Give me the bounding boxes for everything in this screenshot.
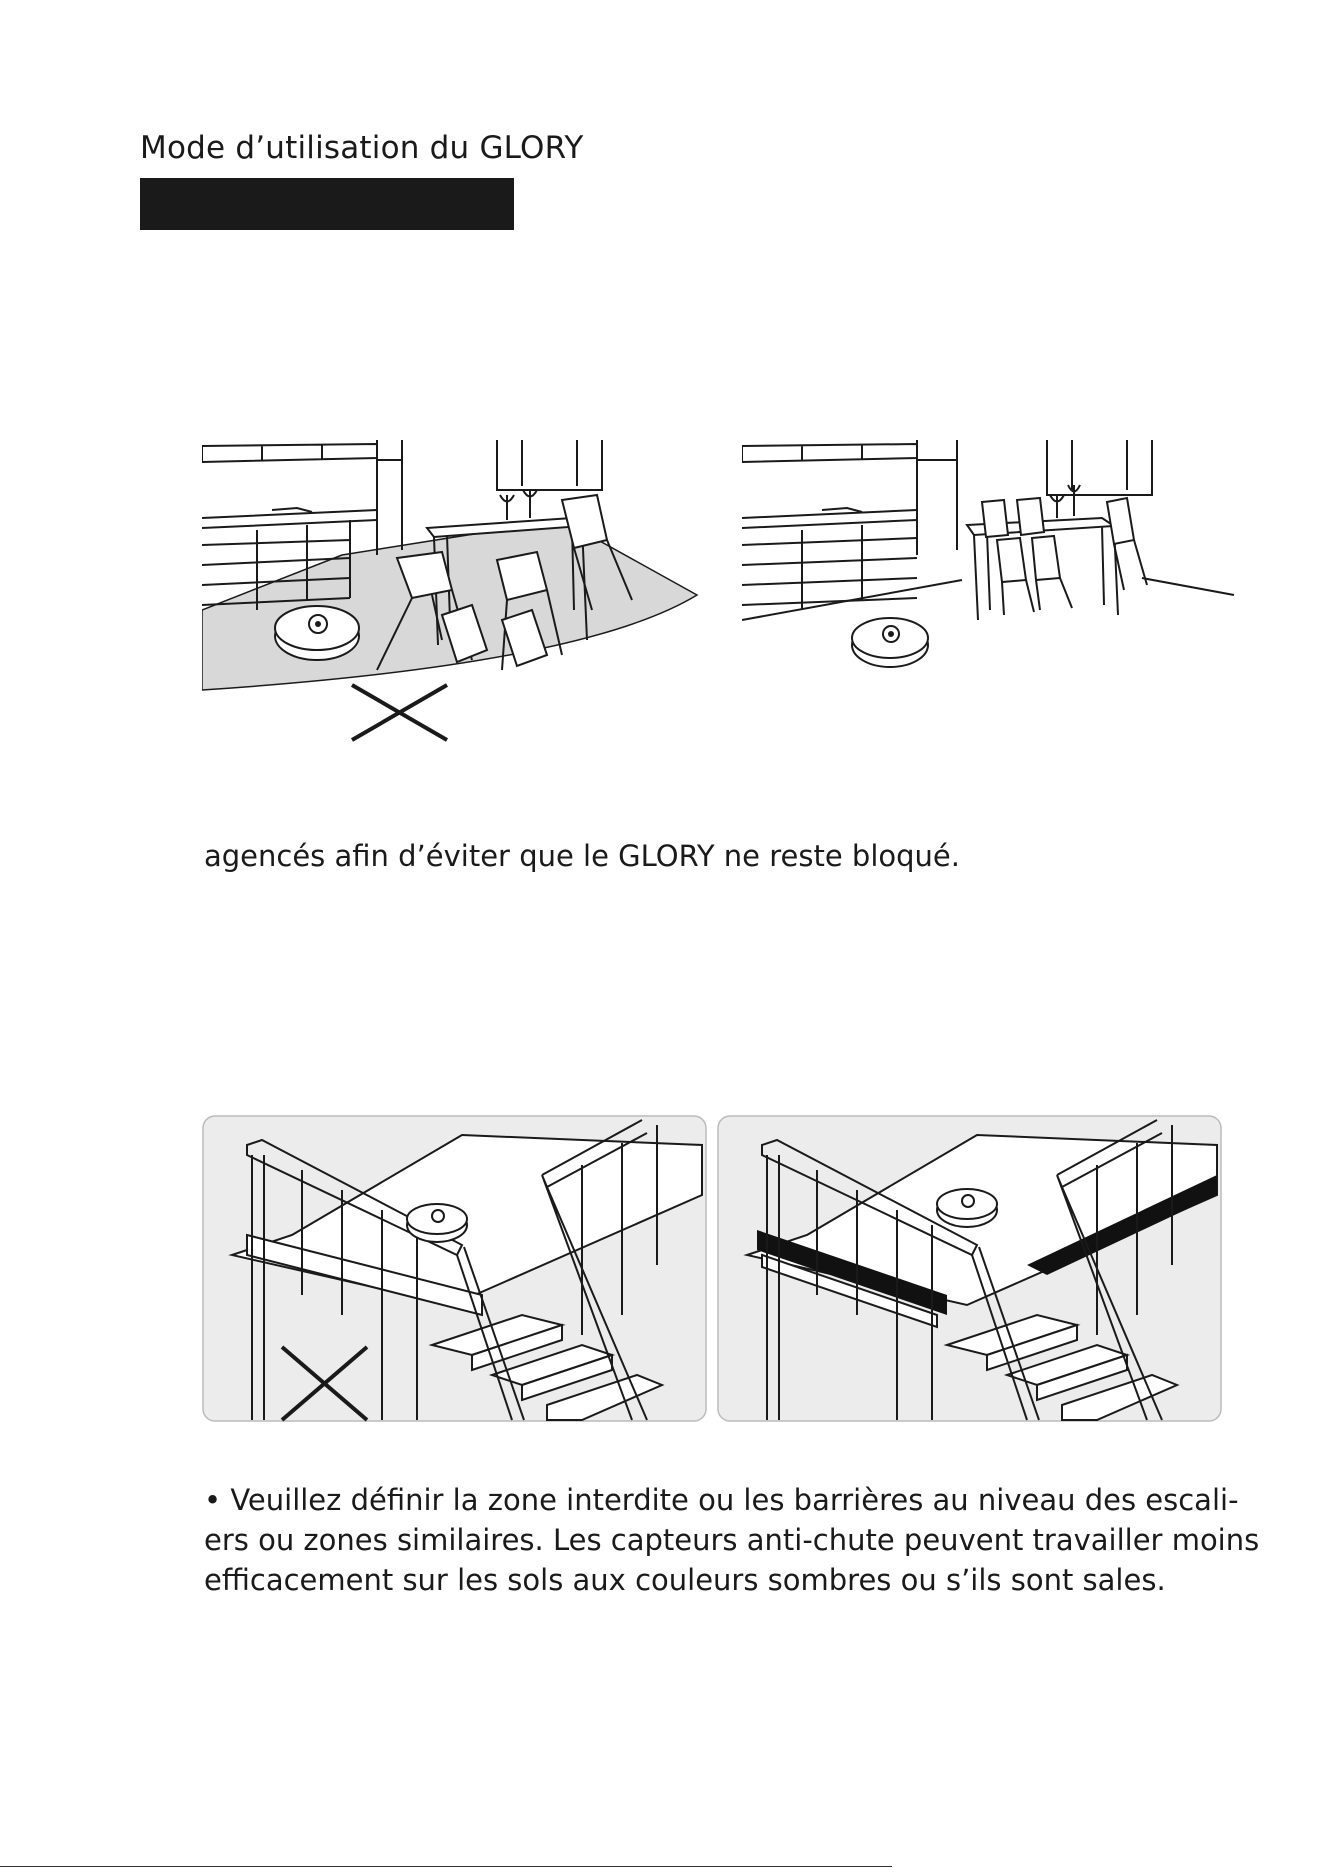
caption-stairs-warning: [204, 1480, 1260, 1600]
caption-room-layout: agencés afin d’éviter que le GLORY ne reste bloqué.: [204, 839, 960, 873]
caption-line: ers ou zones similaires. Les capteurs anti-chute peuvent travailler moins: [204, 1523, 1260, 1557]
footer-rule: [0, 1866, 892, 1867]
illustration-stairs-no-barrier: [202, 1115, 707, 1422]
illustration-stairs-with-barrier: [717, 1115, 1222, 1422]
illustration-organized-room: [742, 440, 1242, 680]
caption-line: efficacement sur les sols aux couleurs sombres ou s’ils sont sales.: [204, 1563, 1166, 1597]
page-title: Mode d’utilisation du GLORY: [140, 130, 584, 166]
caption-line: • Veuillez définir la zone interdite ou les barrières au niveau des escali-: [204, 1483, 1239, 1517]
illustration-cluttered-room: [202, 440, 702, 750]
title-bar: [140, 178, 514, 230]
